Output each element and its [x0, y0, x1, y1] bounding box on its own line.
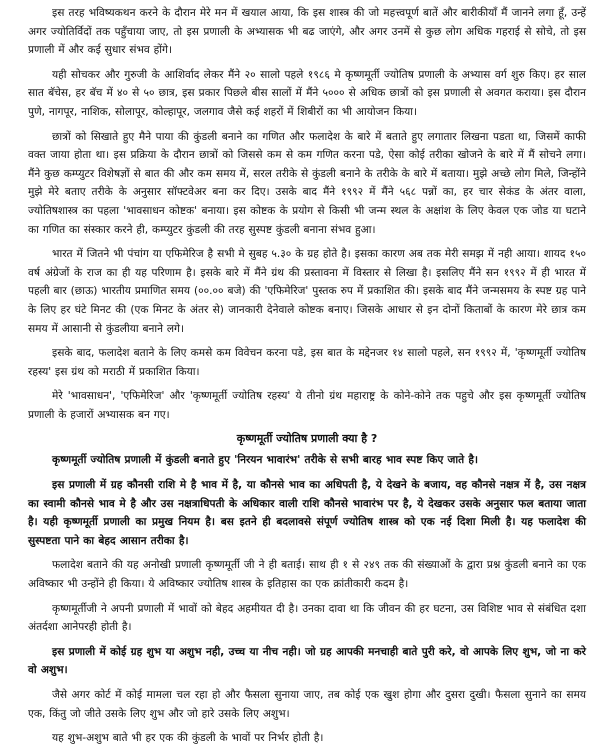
- paragraph-nakshatra-rule: इस प्रणाली में ग्रह कौनसी राशि मे है भाव में है, या कौनसे भाव का अधिपती है, ये देखने के बजाय, वह कौनसे नक्षत्र में है, उस नक्षत्र का स्वामी कौनसे भाव मे है और उस नक्षत्राधिपती के अधिकार वाली राशि कौनसे भावारंभ पर है, ये देखकर उसके अनुसार फल बताया जाता है। यही कृष्णमूर्ती प्रणाली का प्रमुख नियम है। बस इतने ही बदलावसे संपूर्ण ज्योतिष शास्त्र को एक नई दिशा मिली है। यह फलादेश की सुस्पष्टता पाने का बेहद आसान तरीका है।: [28, 479, 586, 547]
- section-heading: कृष्णमूर्ती ज्योतिष प्रणाली क्या है ?: [236, 432, 378, 446]
- paragraph-classes-history: यही सोचकर और गुरुजी के आशिर्वाद लेकर मैंने २० सालो पहले १९८६ मे कृष्णमूर्ती ज्योतिष प्रणाली के अभ्यास वर्ग शुरु किए। हर साल सात बॅचेस, हर बॅच में ४० से ५० छात्र, इस प्रकार पिछले बीस सालों में मैंने ५००० से अधिक छात्रों को इस प्रणाली से अवगत कराया। इस दौरान पुणे, नागपूर, नाशिक, सोलापूर, कोल्हापूर, जलगाव जैसे कई शहरों में शिबीरों का भी आयोजन किया।: [28, 68, 586, 118]
- paragraph-software-tables: छात्रों को सिखाते हुए मैने पाया की कुंडली बनाने का गणित और फलादेश के बारे में बताते हुए लगातार लिखना पडता था, जिसमें काफी वक्त जाया होता था। इस प्रक्रिया के दौरान छात्रों को जिससे कम से कम गणित करना पडे, ऐसा कोई तरीका खोजने के बारे में मैं सोचने लगा। मैंने कुछ कम्प्युटर विशेषज्ञों से बात की और कम समय में, सरल तरीके से कुंडली बनाने के तरीके के बारे में बताया। मुझे अच्छे लोग मिले, जिन्होंने मुझे मेरे बताए तरीके के अनुसार सॉफ्टवेअर बना कर दिए। उसके बाद मैंने १९९२ में मैंने ५६८ पन्नों का, हर चार सेकंड के अंतर वाला, ज्योतिषशास्त्र का पहला 'भावसाधन कोष्टक' बनाया। इस कोष्टक के प्रयोग से किसी भी जन्म स्थल के अक्षांश के लिए केवल एक जोड या घटाने का गणित का संस्कार करने ही, कम्प्युटर कुंडली की तरह सुस्पष्ट कुंडली बनाना संभव हुआ।: [28, 130, 586, 236]
- paragraph-intro-idea: इस तरह भविष्यकथन करने के दौरान मेरे मन में खयाल आया, कि इस शास्त्र की जो महत्त्वपूर्ण बातें और बारीकीयाँ मैं जानने लगा हूँ, उन्हें अगर ज्योतिर्विदों तक पहुँचाया जाए, तो इस प्रणाली के अभ्यासक भी बढ जाएंगे, और अगर उनमें से कुछ लोग अधिक गहराई से सोचे, तो इस प्रणाली में और कई सुधार संभव होंगे।: [28, 7, 586, 57]
- paragraph-prashna-kundali: फलादेश बताने की यह अनोखी प्रणाली कृष्णमूर्ती जी ने ही बताई। साथ ही १ से २४९ तक की संख्याओं के द्वारा प्रश्न कुंडली बनाने का एक अविष्कार भी उन्होंने ही किया। ये अविष्कार ज्योतिष शास्त्र के इतिहास का एक क्रांतीकारी कदम है।: [28, 559, 586, 591]
- paragraph-court-example: जैसे अगर कोर्ट में कोई मामला चल रहा हो और फैसला सुनाया जाए, तब कोई एक खुश होगा और दुसरा दुखी। फैसला सुनाने का समय एक, किंतु जो जीते उसके लिए शुभ और जो हारे उसके लिए अशुभ।: [28, 689, 586, 720]
- paragraph-niryan-bhavarambh: कृष्णमूर्ती ज्योतिष प्रणाली में कुंडली बनाते हुए 'निरयन भावारंभ' तरीके से सभी बारह भाव स्पष्ट किए जाते है।: [52, 454, 479, 467]
- paragraph-three-books: मेरे 'भावसाधन', 'एफिमेरिज' और 'कृष्णमूर्ती ज्योतिष रहस्य' ये तीनो ग्रंथ महाराष्ट्र के कोने-कोने तक पहुचे और इस कृष्णमूर्ती ज्योतिष प्रणाली के हजारों अभ्यासक बन गए।: [28, 390, 586, 421]
- paragraph-rahasya-book: इसके बाद, फलादेश बताने के लिए कमसे कम विवेचन करना पडे, इस बात के मद्देनजर १४ सालो पहले, सन १९९२ में, 'कृष्णमूर्ती ज्योतिष रहस्य' इस ग्रंथ को मराठी में प्रकाशित किया।: [28, 347, 586, 378]
- paragraph-shubh-ashubh: इस प्रणाली में कोई ग्रह शुभ या अशुभ नही, उच्च या नीच नही। जो ग्रह आपकी मनचाही बाते पुरी करे, वो आपके लिए शुभ, जो ना करे वो अशुभ।: [28, 645, 586, 677]
- paragraph-conclusion: यह शुभ-अशुभ बाते भी हर एक की कुंडली के भावों पर निर्भर होती है।: [52, 732, 324, 745]
- paragraph-bhava-importance: कृष्णमूर्तीजी ने अपनी प्रणाली में भावों को बेहद अहमीयत दी है। उनका दावा था कि जीवन की हर घटना, उस विशिष्ट भाव से संबंधित दशा अंतर्दशा आनेपरही होती है।: [28, 602, 586, 634]
- paragraph-ephemeris: भारत में जितने भी पंचांग या एफिमेरिज है सभी मे सुबह ५.३० के ग्रह होते है। इसका कारण अब तक मेरी समझ में नही आया। शायद १५० वर्ष अंग्रेजों के राज का ही यह परिणाम है। इसके बारे में मैंने ग्रंथ की प्रस्तावना में विस्तार से लिखा है। इसलिए मैंने सन १९९२ में ही भारत में पहली बार (छाऊ) भारतीय प्रमाणित समय (००.०० बजे) की 'एफिमेरिज' पुस्तक रुप में प्रकाशित की। इसके बाद मैंने जन्मसमय के स्पष्ट ग्रह पाने के लिए हर घंटे मिनट की (एक मिनट के अंतर से) जानकारी देनेवाले कोष्टक बनाए। जिसके आधार से इन दोनों किताबों के कारण मेरे छात्र कम समय में आसानी से कुंडलीया बनाने लगे।: [28, 248, 586, 335]
